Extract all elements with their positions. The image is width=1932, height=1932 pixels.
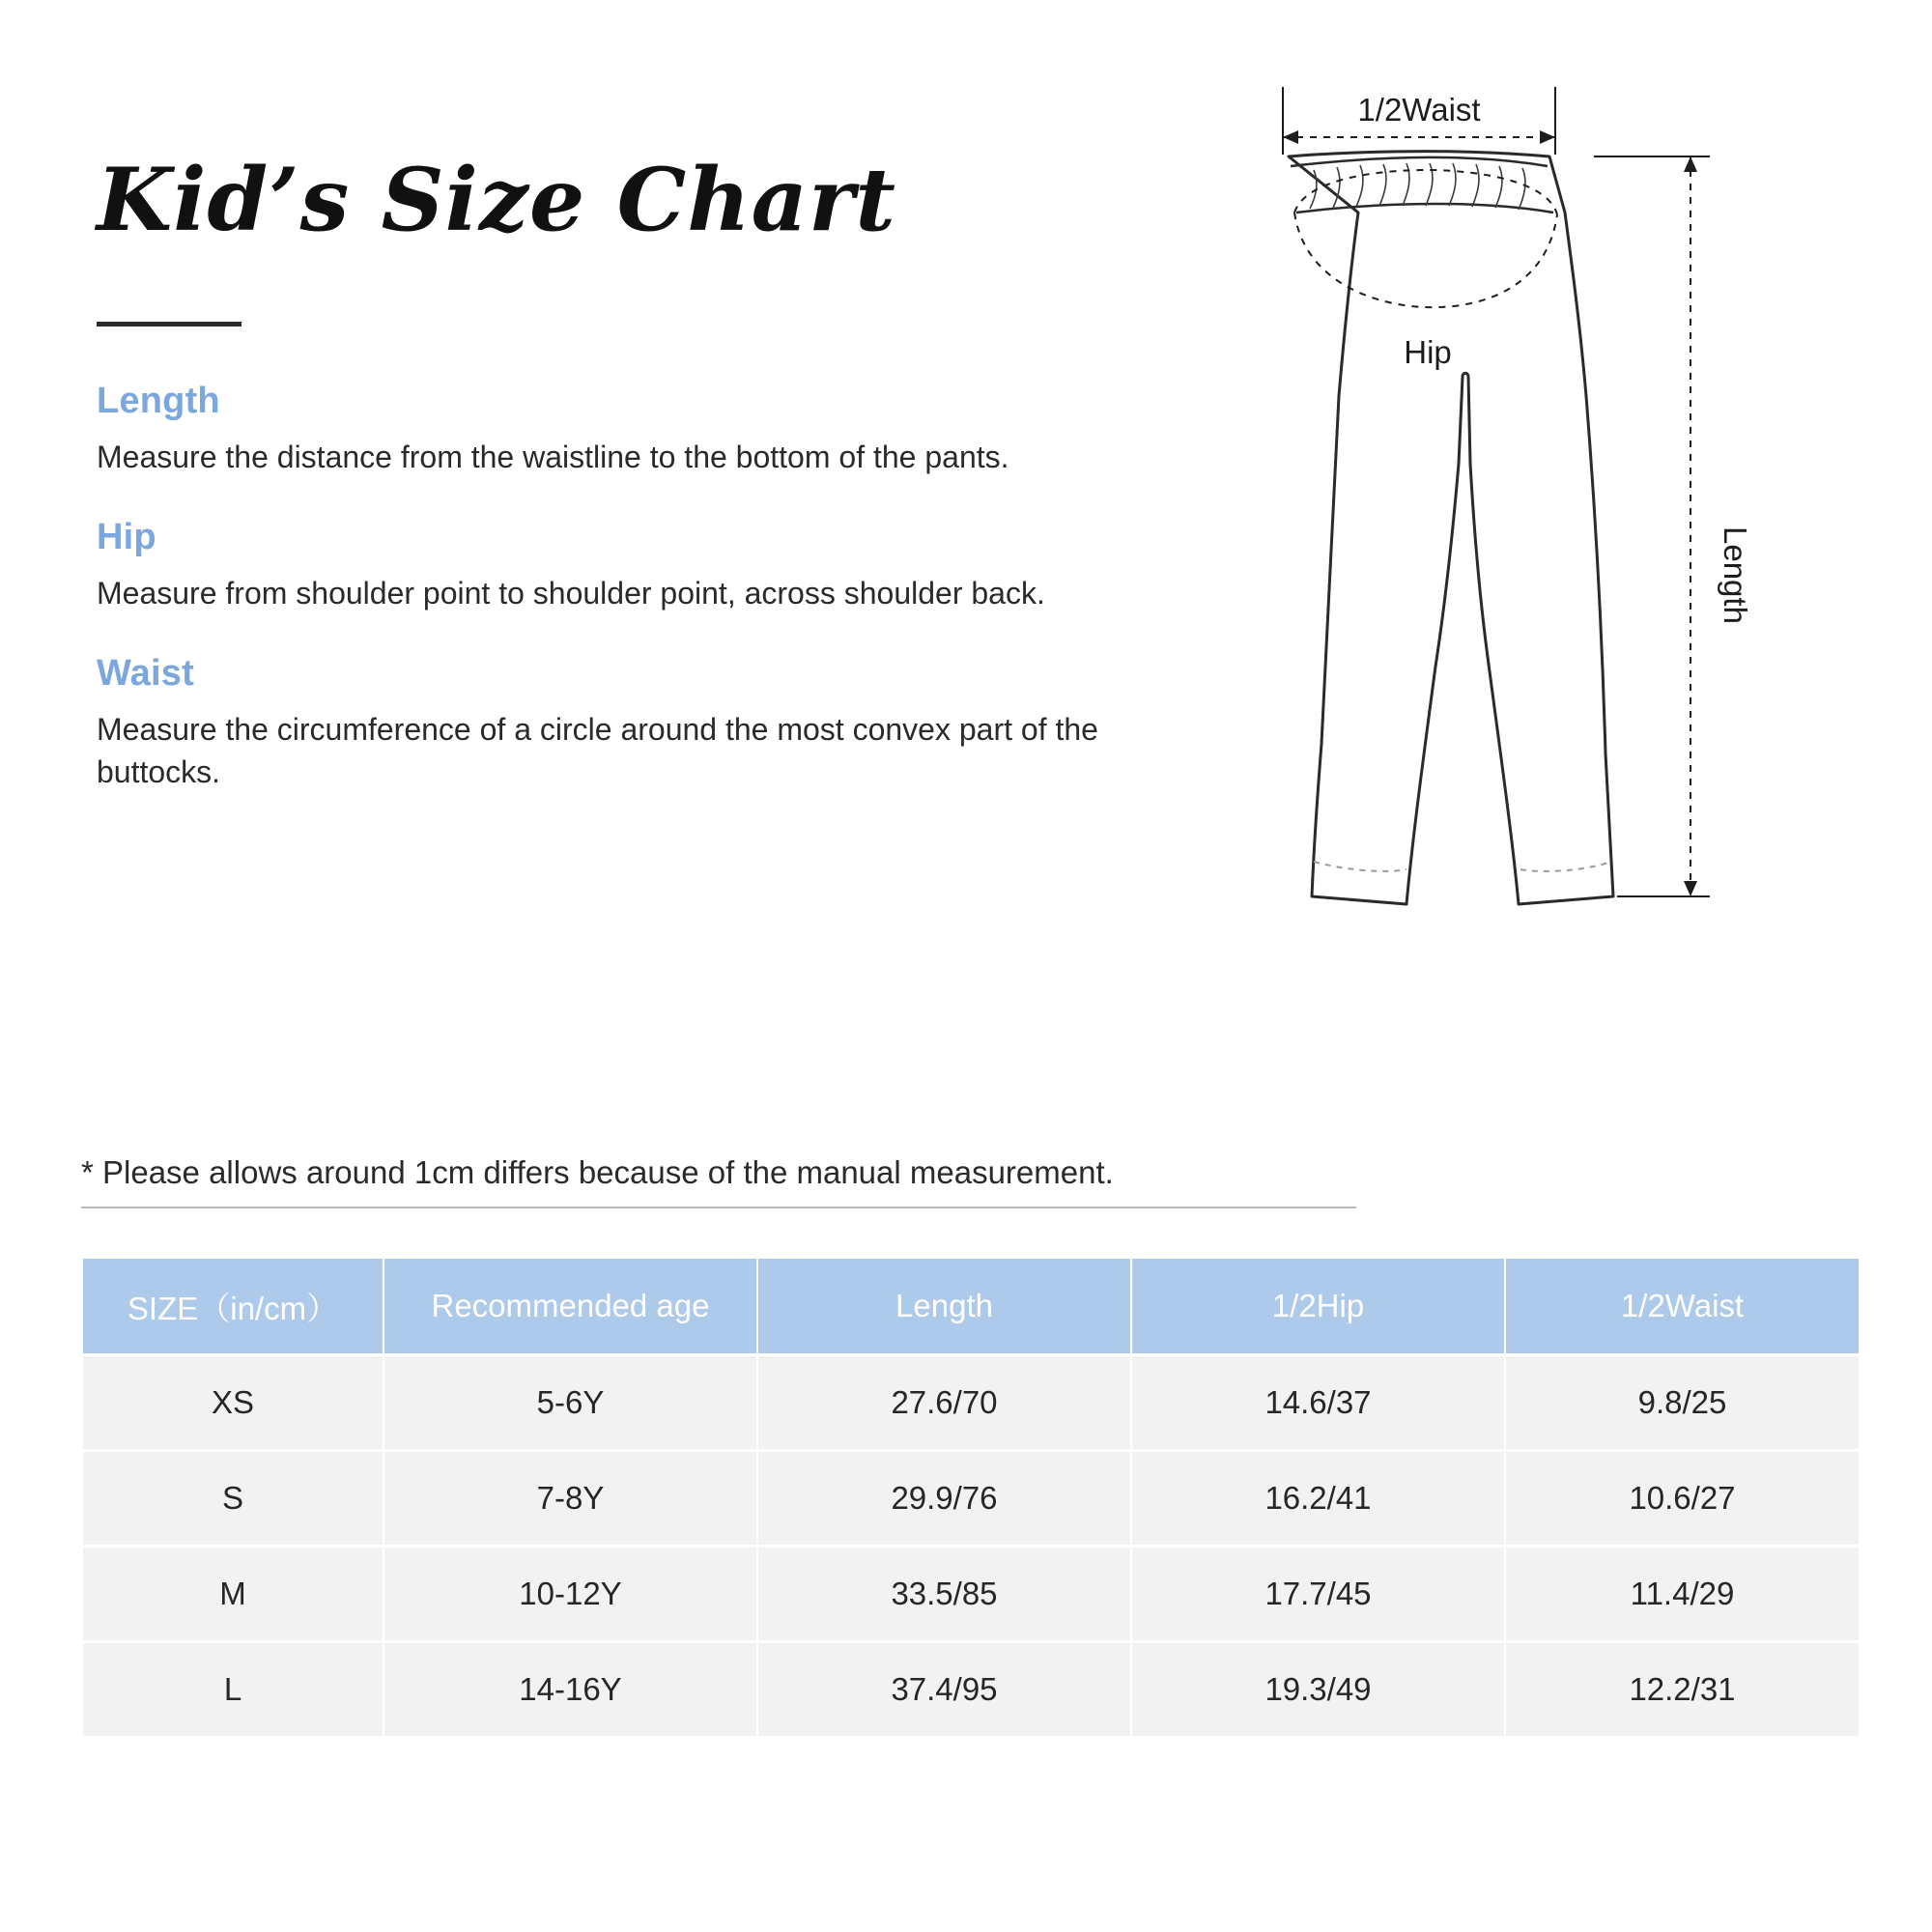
cell-size: S (83, 1452, 383, 1545)
label-hip: Hip (1404, 334, 1452, 370)
table-row (83, 1548, 1859, 1640)
definition-length (97, 381, 1208, 478)
definition-term-waist: Waist (97, 652, 194, 694)
cell-waist: 9.8/25 (1506, 1356, 1859, 1449)
cell-waist: 11.4/29 (1506, 1548, 1859, 1640)
definition-text-waist: Measure the circumference of a circle around the most convex part of the buttocks. (97, 711, 1098, 789)
size-table (81, 1256, 1861, 1739)
info-column (97, 149, 1208, 832)
cell-waist: 10.6/27 (1506, 1452, 1859, 1545)
definition-waist (97, 653, 1208, 793)
cell-length: 33.5/85 (758, 1548, 1130, 1640)
table-header-waist: 1/2Waist (1506, 1259, 1859, 1353)
table-header-size: SIZE（in/cm） (83, 1259, 383, 1353)
definition-hip (97, 517, 1208, 614)
cell-length: 29.9/76 (758, 1452, 1130, 1545)
measurement-note: * Please allows around 1cm differs because of the manual measurement. (81, 1154, 1356, 1208)
definition-text-hip: Measure from shoulder point to shoulder point, across shoulder back. (97, 575, 1045, 611)
table-header-row (83, 1259, 1859, 1353)
cell-size: L (83, 1643, 383, 1736)
definition-text-length: Measure the distance from the waistline to the bottom of the pants. (97, 439, 1009, 474)
table-row (83, 1356, 1859, 1449)
label-half-waist: 1/2Waist (1357, 92, 1481, 128)
cell-age: 5-6Y (384, 1356, 756, 1449)
cell-age: 10-12Y (384, 1548, 756, 1640)
cell-size: M (83, 1548, 383, 1640)
table-row (83, 1643, 1859, 1736)
cell-hip: 16.2/41 (1132, 1452, 1504, 1545)
table-row (83, 1452, 1859, 1545)
table-header-age: Recommended age (384, 1259, 756, 1353)
table-header-length: Length (758, 1259, 1130, 1353)
definition-term-hip: Hip (97, 516, 156, 557)
cell-hip: 19.3/49 (1132, 1643, 1504, 1736)
cell-age: 7-8Y (384, 1452, 756, 1545)
page-title: Kid’s Size Chart (97, 149, 896, 251)
cell-waist: 12.2/31 (1506, 1643, 1859, 1736)
cell-size: XS (83, 1356, 383, 1449)
cell-age: 14-16Y (384, 1643, 756, 1736)
size-table-wrapper (81, 1256, 1849, 1739)
cell-hip: 14.6/37 (1132, 1356, 1504, 1449)
pants-illustration (1246, 77, 1864, 1121)
table-header-hip: 1/2Hip (1132, 1259, 1504, 1353)
title-divider (97, 322, 242, 327)
cell-length: 27.6/70 (758, 1356, 1130, 1449)
definition-term-length: Length (97, 380, 220, 421)
cell-length: 37.4/95 (758, 1643, 1130, 1736)
label-length: Length (1718, 526, 1753, 624)
length-dimension-icon (1594, 156, 1710, 896)
cell-hip: 17.7/45 (1132, 1548, 1504, 1640)
